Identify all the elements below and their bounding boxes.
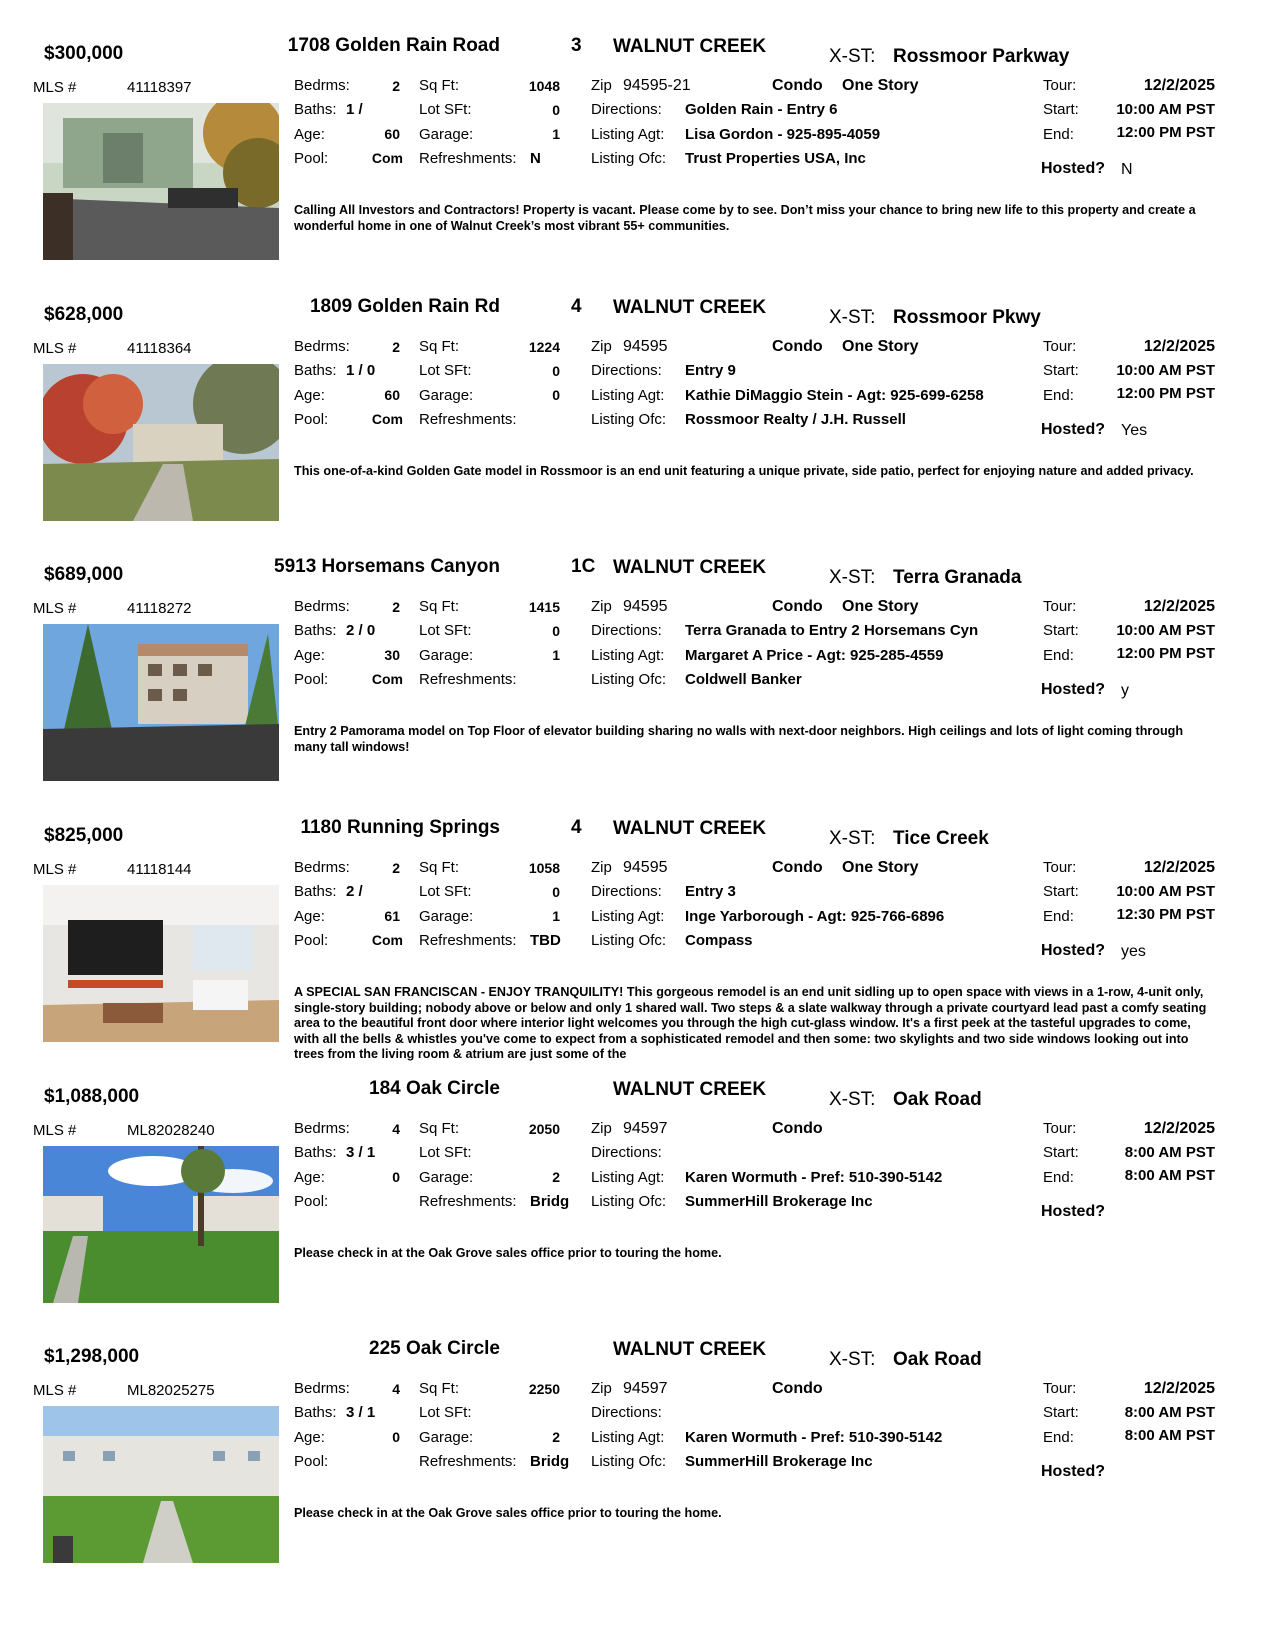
- garage-value: 0: [552, 387, 560, 403]
- property-photo[interactable]: [43, 885, 279, 1042]
- listing-price: $689,000: [44, 564, 124, 585]
- baths-label: Baths:: [294, 101, 337, 118]
- mls-label: MLS #: [33, 79, 77, 96]
- listing-agent: Inge Yarborough - Agt: 925-766-6896: [685, 908, 945, 925]
- mls-label: MLS #: [33, 861, 77, 878]
- bedrooms-value: 2: [392, 599, 400, 615]
- bedrooms-value: 2: [392, 860, 400, 876]
- start-label: Start:: [1043, 362, 1079, 379]
- cross-street-label: X-ST:: [829, 567, 876, 588]
- end-label: End:: [1043, 1169, 1074, 1186]
- age-value: 60: [384, 126, 400, 142]
- cross-street: Terra Granada: [893, 567, 1022, 588]
- start-time: 8:00 AM PST: [1124, 1404, 1215, 1421]
- age-label: Age:: [294, 126, 325, 143]
- listing-office: Rossmoor Realty / J.H. Russell: [685, 411, 906, 428]
- sqft-label: Sq Ft:: [419, 338, 460, 355]
- listing-office-label: Listing Ofc:: [591, 1193, 667, 1210]
- tour-label: Tour:: [1043, 859, 1077, 876]
- baths-value: 2 /: [346, 883, 363, 900]
- zip-value: 94597: [623, 1380, 668, 1397]
- lot-sqft-label: Lot SFt:: [419, 101, 472, 118]
- mls-label: MLS #: [33, 340, 77, 357]
- cross-street-label: X-ST:: [829, 828, 876, 849]
- listing-remarks: Entry 2 Pamorama model on Top Floor of elevator building sharing no walls with next-door neighbors. High ceilings and lots of light coming through many tall windows!: [294, 724, 1184, 754]
- listing-card: [0, 1043, 1275, 1303]
- listing-unit: 4: [571, 296, 582, 317]
- property-style: One Story: [842, 77, 919, 94]
- age-label: Age:: [294, 1429, 325, 1446]
- refreshments-value: Bridg: [530, 1193, 570, 1210]
- bedrooms-label: Bedrms:: [294, 1380, 350, 1397]
- end-time: 12:00 PM PST: [1116, 124, 1215, 141]
- property-type: Condo: [772, 859, 823, 876]
- listing-card: [0, 782, 1275, 1061]
- garage-label: Garage:: [419, 908, 474, 925]
- lot-sqft-label: Lot SFt:: [419, 362, 472, 379]
- hosted-value: yes: [1121, 943, 1146, 960]
- directions-label: Directions:: [591, 883, 662, 900]
- bedrooms-value: 2: [392, 339, 400, 355]
- mls-number: 41118272: [127, 600, 192, 617]
- listing-card: [0, 0, 1275, 260]
- listing-remarks: A SPECIAL SAN FRANCISCAN - ENJOY TRANQUILITY! This gorgeous remodel is an end unit sidling up to open space with views in a 1-row, 4-unit only, single-story building; nobody above or below and only 1 shared wall. Two steps & a slate walkway through a private courtyard lead past a comfy seating area to the beautiful front door where interior light welcomes you through the high cut-glass window. It's a first peek at the tasteful upgrades to come, with all the bells & whistles you've come to expect from a sophisticated remodel and then some: two skylights and two side windows looking out into trees from the living room & atrium are just some of the: [294, 985, 1207, 1061]
- zip-label: Zip: [591, 1380, 612, 1397]
- tour-label: Tour:: [1043, 77, 1077, 94]
- property-type: Condo: [772, 77, 823, 94]
- listing-address: 1180 Running Springs: [300, 817, 500, 838]
- tour-label: Tour:: [1043, 338, 1077, 355]
- property-style: One Story: [842, 598, 919, 615]
- hosted-value: y: [1121, 682, 1129, 699]
- listing-price: $628,000: [44, 304, 124, 325]
- tour-label: Tour:: [1043, 598, 1077, 615]
- age-value: 0: [392, 1169, 400, 1185]
- listing-office: Trust Properties USA, Inc: [685, 150, 866, 167]
- hosted-label: Hosted?: [1041, 160, 1105, 177]
- pool-label: Pool:: [294, 150, 329, 167]
- listing-agent: Karen Wormuth - Pref: 510-390-5142: [685, 1169, 943, 1186]
- listing-agent-label: Listing Agt:: [591, 387, 665, 404]
- pool-value: Com: [371, 150, 403, 166]
- refreshments-label: Refreshments:: [419, 150, 517, 167]
- zip-value: 94595: [623, 338, 668, 355]
- listing-city: WALNUT CREEK: [613, 297, 767, 318]
- end-time: 12:00 PM PST: [1116, 645, 1215, 662]
- listing-card: [0, 521, 1275, 781]
- sqft-value: 2250: [528, 1381, 560, 1397]
- age-value: 30: [384, 647, 400, 663]
- tour-label: Tour:: [1043, 1120, 1077, 1137]
- refreshments-label: Refreshments:: [419, 671, 517, 688]
- pool-label: Pool:: [294, 671, 329, 688]
- start-time: 10:00 AM PST: [1116, 101, 1215, 118]
- property-type: Condo: [772, 598, 823, 615]
- listing-price: $1,298,000: [44, 1346, 140, 1367]
- cross-street: Rossmoor Parkway: [893, 46, 1070, 67]
- start-time: 10:00 AM PST: [1116, 883, 1215, 900]
- hosted-value: N: [1121, 161, 1133, 178]
- tour-label: Tour:: [1043, 1380, 1077, 1397]
- listing-agent: Karen Wormuth - Pref: 510-390-5142: [685, 1429, 943, 1446]
- lot-sqft-value: 0: [552, 363, 560, 379]
- listing-office-label: Listing Ofc:: [591, 671, 667, 688]
- bedrooms-value: 4: [392, 1381, 400, 1397]
- bedrooms-label: Bedrms:: [294, 859, 350, 876]
- hosted-label: Hosted?: [1041, 1463, 1105, 1480]
- listing-unit: 4: [571, 817, 582, 838]
- tour-date: 12/2/2025: [1143, 1380, 1215, 1397]
- listing-address: 1708 Golden Rain Road: [287, 35, 500, 56]
- listing-office: SummerHill Brokerage Inc: [685, 1193, 873, 1210]
- zip-label: Zip: [591, 598, 612, 615]
- directions-label: Directions:: [591, 622, 662, 639]
- start-label: Start:: [1043, 1144, 1079, 1161]
- listing-remarks: Please check in at the Oak Grove sales office prior to touring the home.: [294, 1506, 722, 1520]
- cross-street-label: X-ST:: [829, 1349, 876, 1370]
- refreshments-value: TBD: [530, 932, 561, 949]
- hosted-label: Hosted?: [1041, 681, 1105, 698]
- property-type: Condo: [772, 338, 823, 355]
- listing-city: WALNUT CREEK: [613, 36, 767, 57]
- listing-office: Coldwell Banker: [685, 671, 802, 688]
- listing-remarks: This one-of-a-kind Golden Gate model in Rossmoor is an end unit featuring a unique private, side patio, perfect for enjoying nature and added privacy.: [294, 464, 1194, 478]
- listing-city: WALNUT CREEK: [613, 1079, 767, 1100]
- hosted-label: Hosted?: [1041, 1203, 1105, 1220]
- garage-value: 1: [552, 647, 560, 663]
- pool-value: Com: [371, 671, 403, 687]
- bedrooms-value: 4: [392, 1121, 400, 1137]
- age-value: 60: [384, 387, 400, 403]
- listing-price: $300,000: [44, 43, 124, 64]
- listing-agent-label: Listing Agt:: [591, 908, 665, 925]
- baths-label: Baths:: [294, 883, 337, 900]
- baths-value: 3 / 1: [346, 1144, 376, 1161]
- baths-value: 1 / 0: [346, 362, 376, 379]
- directions-label: Directions:: [591, 362, 662, 379]
- garage-label: Garage:: [419, 126, 474, 143]
- property-style: One Story: [842, 859, 919, 876]
- end-label: End:: [1043, 1429, 1074, 1446]
- listing-office-label: Listing Ofc:: [591, 150, 667, 167]
- end-time: 8:00 AM PST: [1124, 1427, 1215, 1444]
- end-time: 12:30 PM PST: [1116, 906, 1215, 923]
- sqft-value: 1224: [528, 339, 560, 355]
- age-label: Age:: [294, 908, 325, 925]
- hosted-label: Hosted?: [1041, 421, 1105, 438]
- listing-remarks: Calling All Investors and Contractors! Property is vacant. Please come by to see. Don’t miss your chance to bring new life to this property and create a wonderful home in one of Walnut Creek’s most vibrant 55+ communities.: [294, 203, 1196, 233]
- listing-office-label: Listing Ofc:: [591, 932, 667, 949]
- lot-sqft-value: 0: [552, 623, 560, 639]
- age-value: 61: [384, 908, 400, 924]
- directions-value: Entry 3: [685, 883, 736, 900]
- zip-value: 94595-21: [623, 77, 691, 94]
- hosted-label: Hosted?: [1041, 942, 1105, 959]
- listing-office: SummerHill Brokerage Inc: [685, 1453, 873, 1470]
- lot-sqft-label: Lot SFt:: [419, 622, 472, 639]
- refreshments-label: Refreshments:: [419, 932, 517, 949]
- zip-label: Zip: [591, 859, 612, 876]
- property-photo[interactable]: [43, 624, 279, 781]
- sqft-label: Sq Ft:: [419, 859, 460, 876]
- mls-number: 41118144: [127, 861, 192, 878]
- listing-address: 225 Oak Circle: [369, 1338, 500, 1359]
- sqft-value: 1415: [528, 599, 560, 615]
- tour-date: 12/2/2025: [1143, 1120, 1215, 1137]
- sqft-label: Sq Ft:: [419, 77, 460, 94]
- listing-city: WALNUT CREEK: [613, 557, 767, 578]
- listing-agent: Margaret A Price - Agt: 925-285-4559: [685, 647, 944, 664]
- directions-value: Entry 9: [685, 362, 736, 379]
- directions-label: Directions:: [591, 101, 662, 118]
- zip-value: 94597: [623, 1120, 668, 1137]
- listing-office-label: Listing Ofc:: [591, 1453, 667, 1470]
- baths-value: 1 /: [346, 101, 363, 118]
- listing-office-label: Listing Ofc:: [591, 411, 667, 428]
- listing-agent-label: Listing Agt:: [591, 1169, 665, 1186]
- listing-unit: 1C: [571, 556, 596, 577]
- bedrooms-label: Bedrms:: [294, 338, 350, 355]
- refreshments-value: Bridg: [530, 1453, 570, 1470]
- baths-label: Baths:: [294, 1144, 337, 1161]
- listing-price: $825,000: [44, 825, 124, 846]
- mls-number: 41118397: [127, 79, 192, 96]
- lot-sqft-label: Lot SFt:: [419, 883, 472, 900]
- baths-value: 2 / 0: [346, 622, 376, 639]
- listing-address: 1809 Golden Rain Rd: [309, 296, 500, 317]
- cross-street: Oak Road: [893, 1349, 982, 1370]
- garage-value: 2: [552, 1169, 560, 1185]
- start-time: 10:00 AM PST: [1116, 362, 1215, 379]
- cross-street: Tice Creek: [893, 828, 989, 849]
- mls-number: ML82028240: [127, 1122, 215, 1139]
- age-label: Age:: [294, 647, 325, 664]
- bedrooms-label: Bedrms:: [294, 598, 350, 615]
- lot-sqft-label: Lot SFt:: [419, 1144, 472, 1161]
- age-value: 0: [392, 1429, 400, 1445]
- sqft-value: 2050: [528, 1121, 560, 1137]
- zip-value: 94595: [623, 598, 668, 615]
- mls-number: ML82025275: [127, 1382, 215, 1399]
- lot-sqft-label: Lot SFt:: [419, 1404, 472, 1421]
- baths-label: Baths:: [294, 1404, 337, 1421]
- property-type: Condo: [772, 1380, 823, 1397]
- pool-value: Com: [371, 411, 403, 427]
- age-label: Age:: [294, 1169, 325, 1186]
- lot-sqft-value: 0: [552, 884, 560, 900]
- end-label: End:: [1043, 908, 1074, 925]
- cross-street: Rossmoor Pkwy: [893, 307, 1041, 328]
- garage-label: Garage:: [419, 647, 474, 664]
- property-type: Condo: [772, 1120, 823, 1137]
- pool-value: Com: [371, 932, 403, 948]
- tour-date: 12/2/2025: [1143, 338, 1215, 355]
- sqft-value: 1058: [528, 860, 560, 876]
- baths-label: Baths:: [294, 362, 337, 379]
- baths-label: Baths:: [294, 622, 337, 639]
- start-time: 8:00 AM PST: [1124, 1144, 1215, 1161]
- mls-label: MLS #: [33, 600, 77, 617]
- end-label: End:: [1043, 387, 1074, 404]
- tour-date: 12/2/2025: [1143, 598, 1215, 615]
- property-style: One Story: [842, 338, 919, 355]
- start-label: Start:: [1043, 101, 1079, 118]
- sqft-label: Sq Ft:: [419, 598, 460, 615]
- listing-unit: 3: [571, 35, 582, 56]
- property-photo[interactable]: [43, 103, 279, 260]
- listing-agent-label: Listing Agt:: [591, 1429, 665, 1446]
- refreshments-label: Refreshments:: [419, 411, 517, 428]
- listing-agent: Kathie DiMaggio Stein - Agt: 925-699-6258: [685, 387, 984, 404]
- zip-label: Zip: [591, 77, 612, 94]
- zip-value: 94595: [623, 859, 668, 876]
- directions-label: Directions:: [591, 1144, 662, 1161]
- listing-card: [0, 1303, 1275, 1563]
- cross-street-label: X-ST:: [829, 46, 876, 67]
- listing-agent-label: Listing Agt:: [591, 126, 665, 143]
- listing-card: [0, 261, 1275, 521]
- tour-date: 12/2/2025: [1143, 77, 1215, 94]
- lot-sqft-value: 0: [552, 102, 560, 118]
- listing-city: WALNUT CREEK: [613, 1339, 767, 1360]
- cross-street: Oak Road: [893, 1089, 982, 1110]
- listing-price: $1,088,000: [44, 1086, 140, 1107]
- tour-date: 12/2/2025: [1143, 859, 1215, 876]
- sqft-label: Sq Ft:: [419, 1380, 460, 1397]
- baths-value: 3 / 1: [346, 1404, 376, 1421]
- end-time: 8:00 AM PST: [1124, 1167, 1215, 1184]
- start-label: Start:: [1043, 883, 1079, 900]
- mls-label: MLS #: [33, 1122, 77, 1139]
- sqft-label: Sq Ft:: [419, 1120, 460, 1137]
- bedrooms-label: Bedrms:: [294, 1120, 350, 1137]
- pool-label: Pool:: [294, 1453, 329, 1470]
- garage-label: Garage:: [419, 1429, 474, 1446]
- pool-label: Pool:: [294, 932, 329, 949]
- pool-label: Pool:: [294, 1193, 329, 1210]
- listing-agent: Lisa Gordon - 925-895-4059: [685, 126, 881, 143]
- listing-remarks: Please check in at the Oak Grove sales office prior to touring the home.: [294, 1246, 722, 1260]
- start-label: Start:: [1043, 622, 1079, 639]
- refreshments-label: Refreshments:: [419, 1453, 517, 1470]
- garage-label: Garage:: [419, 1169, 474, 1186]
- listing-agent-label: Listing Agt:: [591, 647, 665, 664]
- directions-label: Directions:: [591, 1404, 662, 1421]
- sqft-value: 1048: [528, 78, 560, 94]
- age-label: Age:: [294, 387, 325, 404]
- cross-street-label: X-ST:: [829, 1089, 876, 1110]
- property-photo[interactable]: [43, 1406, 279, 1563]
- listing-address: 5913 Horsemans Canyon: [274, 556, 500, 577]
- zip-label: Zip: [591, 1120, 612, 1137]
- garage-label: Garage:: [419, 387, 474, 404]
- cross-street-label: X-ST:: [829, 307, 876, 328]
- listing-office: Compass: [685, 932, 753, 949]
- mls-label: MLS #: [33, 1382, 77, 1399]
- listing-address: 184 Oak Circle: [369, 1078, 500, 1099]
- hosted-value: Yes: [1121, 422, 1148, 439]
- directions-value: Terra Granada to Entry 2 Horsemans Cyn: [685, 622, 979, 639]
- directions-value: Golden Rain - Entry 6: [685, 101, 838, 118]
- refreshments-label: Refreshments:: [419, 1193, 517, 1210]
- start-time: 10:00 AM PST: [1116, 622, 1215, 639]
- end-time: 12:00 PM PST: [1116, 385, 1215, 402]
- bedrooms-value: 2: [392, 78, 400, 94]
- start-label: Start:: [1043, 1404, 1079, 1421]
- property-photo[interactable]: [43, 1146, 279, 1303]
- mls-number: 41118364: [127, 340, 192, 357]
- bedrooms-label: Bedrms:: [294, 77, 350, 94]
- refreshments-value: N: [530, 150, 541, 167]
- end-label: End:: [1043, 647, 1074, 664]
- end-label: End:: [1043, 126, 1074, 143]
- property-photo[interactable]: [43, 364, 279, 521]
- zip-label: Zip: [591, 338, 612, 355]
- garage-value: 1: [552, 126, 560, 142]
- garage-value: 1: [552, 908, 560, 924]
- garage-value: 2: [552, 1429, 560, 1445]
- pool-label: Pool:: [294, 411, 329, 428]
- listing-city: WALNUT CREEK: [613, 818, 767, 839]
